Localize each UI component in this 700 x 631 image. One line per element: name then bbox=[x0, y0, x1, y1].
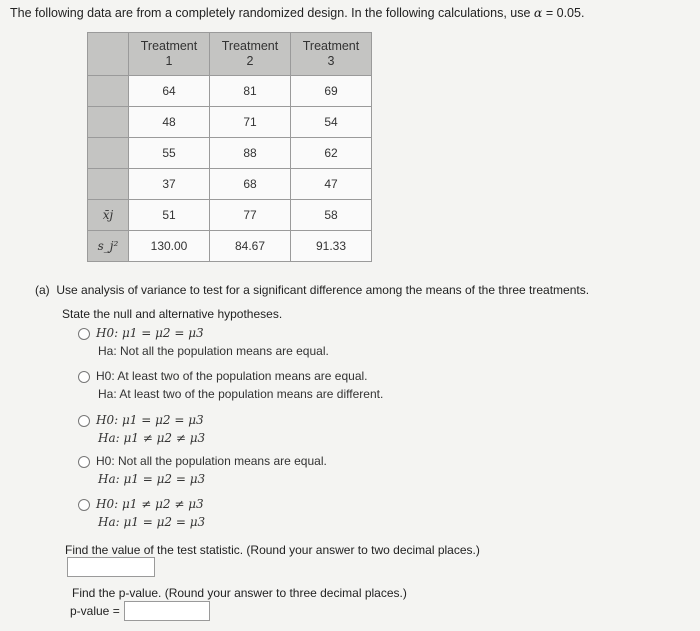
table-cell: 47 bbox=[291, 169, 372, 200]
hypothesis-option-2[interactable]: H0: At least two of the population means are equal. Ha: At least two of the population means are different. bbox=[78, 367, 383, 403]
p-value-prompt: Find the p-value. (Round your answer to three decimal places.) bbox=[72, 586, 407, 600]
test-statistic-input[interactable] bbox=[67, 557, 155, 577]
table-row bbox=[88, 76, 372, 107]
p-value-label: p-value = bbox=[70, 604, 120, 618]
table-cell: 71 bbox=[210, 107, 291, 138]
variance-cell: 91.33 bbox=[291, 231, 372, 262]
variance-label: s_j² bbox=[88, 231, 129, 262]
table-row bbox=[88, 107, 372, 138]
table-row bbox=[88, 169, 372, 200]
table-cell: 37 bbox=[129, 169, 210, 200]
alpha-symbol: α bbox=[533, 5, 543, 20]
table-cell: 48 bbox=[129, 107, 210, 138]
radio-button[interactable] bbox=[78, 456, 90, 468]
test-statistic-prompt: Find the value of the test statistic. (Round your answer to two decimal places.) bbox=[65, 543, 480, 557]
table-corner bbox=[88, 33, 129, 76]
variance-cell: 84.67 bbox=[210, 231, 291, 262]
mean-cell: 58 bbox=[291, 200, 372, 231]
hypothesis-option-1[interactable]: H0: μ1 = μ2 = μ3 Ha: Not all the population means are equal. bbox=[78, 324, 329, 360]
table-cell: 64 bbox=[129, 76, 210, 107]
problem-intro bbox=[10, 5, 584, 20]
part-a-label: (a) bbox=[35, 283, 50, 297]
table-cell: 62 bbox=[291, 138, 372, 169]
radio-button[interactable] bbox=[78, 499, 90, 511]
mean-label: x̄j bbox=[88, 200, 129, 231]
hypothesis-option-4[interactable]: H0: Not all the population means are equal. Ha: μ1 = μ2 = μ3 bbox=[78, 452, 327, 488]
variance-row bbox=[88, 231, 372, 262]
table-header-row bbox=[88, 33, 372, 76]
header-treatment-3: Treatment 3 bbox=[291, 33, 372, 76]
hypothesis-option-3[interactable]: H0: μ1 = μ2 = μ3 Ha: μ1 ≠ μ2 ≠ μ3 bbox=[78, 411, 205, 447]
means-row bbox=[88, 200, 372, 231]
header-treatment-1: Treatment 1 bbox=[129, 33, 210, 76]
part-a bbox=[35, 283, 589, 297]
intro-text: The following data are from a completely randomized design. In the following calculations, use bbox=[10, 6, 531, 20]
variance-cell: 130.00 bbox=[129, 231, 210, 262]
table-cell: 55 bbox=[129, 138, 210, 169]
hypotheses-instruction: State the null and alternative hypotheses. bbox=[62, 307, 283, 321]
table-cell: 54 bbox=[291, 107, 372, 138]
p-value-input[interactable] bbox=[124, 601, 210, 621]
mean-cell: 77 bbox=[210, 200, 291, 231]
table-cell: 69 bbox=[291, 76, 372, 107]
table-cell: 81 bbox=[210, 76, 291, 107]
alpha-value: = 0.05. bbox=[545, 6, 585, 20]
table-row bbox=[88, 138, 372, 169]
part-a-text: Use analysis of variance to test for a significant difference among the means of the three treatments. bbox=[56, 283, 590, 297]
radio-button[interactable] bbox=[78, 328, 90, 340]
mean-cell: 51 bbox=[129, 200, 210, 231]
table-cell: 88 bbox=[210, 138, 291, 169]
data-table bbox=[87, 32, 372, 262]
radio-button[interactable] bbox=[78, 415, 90, 427]
hypothesis-option-5[interactable]: H0: μ1 ≠ μ2 ≠ μ3 Ha: μ1 = μ2 = μ3 bbox=[78, 495, 205, 531]
header-treatment-2: Treatment 2 bbox=[210, 33, 291, 76]
table-cell: 68 bbox=[210, 169, 291, 200]
radio-button[interactable] bbox=[78, 371, 90, 383]
